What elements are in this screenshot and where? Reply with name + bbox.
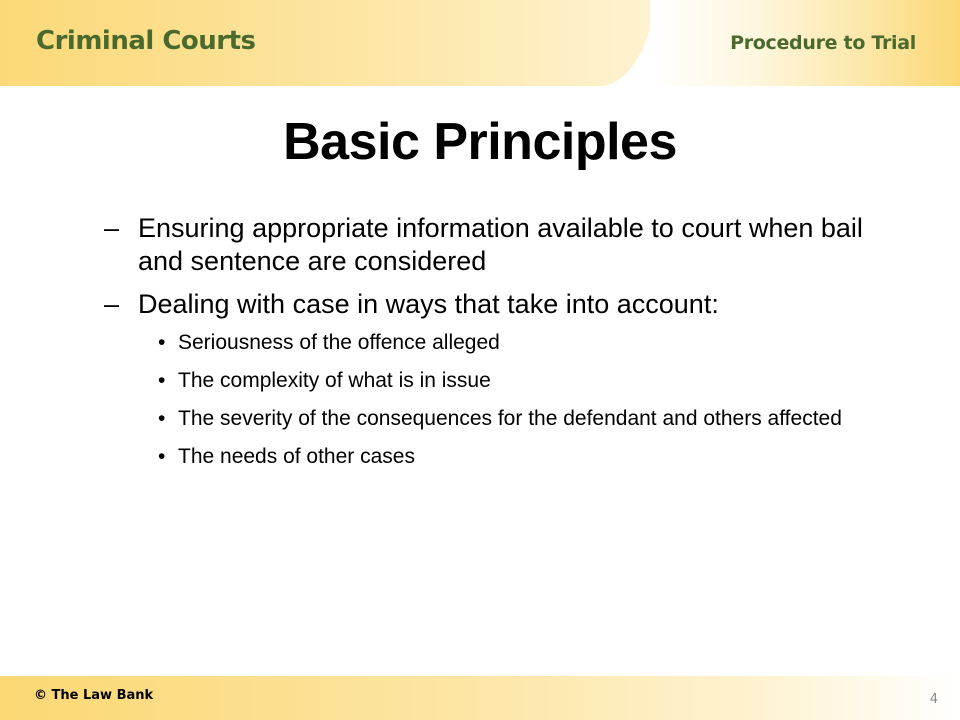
- sub-bullet-text: The complexity of what is in issue: [178, 369, 491, 392]
- dash-marker: –: [104, 289, 120, 319]
- dash-marker: –: [104, 213, 120, 243]
- bullet-marker: •: [158, 445, 166, 468]
- course-title: Criminal Courts: [36, 26, 256, 56]
- slide-content: [104, 212, 864, 483]
- sub-bullet-list: [158, 331, 864, 469]
- topic-title: Procedure to Trial: [730, 32, 916, 54]
- sub-bullet-text: The severity of the consequences for the defendant and others affected: [178, 407, 842, 430]
- dash-point-text: Dealing with case in ways that take into account:: [138, 289, 719, 319]
- page-number: 4: [929, 692, 938, 707]
- sub-bullet: [158, 369, 864, 393]
- dash-point: [104, 288, 864, 321]
- sub-bullet: [158, 445, 864, 469]
- sub-bullet-text: Seriousness of the offence alleged: [178, 331, 500, 354]
- dash-point: [104, 212, 864, 278]
- copyright-notice: © The Law Bank: [34, 688, 154, 703]
- sub-bullet: [158, 407, 864, 431]
- bullet-marker: •: [158, 369, 166, 392]
- sub-bullet-text: The needs of other cases: [178, 445, 415, 468]
- dash-point-text: Ensuring appropriate information available to court when bail and sentence are considered: [138, 213, 863, 276]
- bullet-marker: •: [158, 331, 166, 354]
- header-band: [0, 0, 960, 86]
- footer-band: [0, 676, 960, 720]
- bullet-marker: •: [158, 407, 166, 430]
- sub-bullet: [158, 331, 864, 355]
- slide-heading: Basic Principles: [283, 113, 677, 171]
